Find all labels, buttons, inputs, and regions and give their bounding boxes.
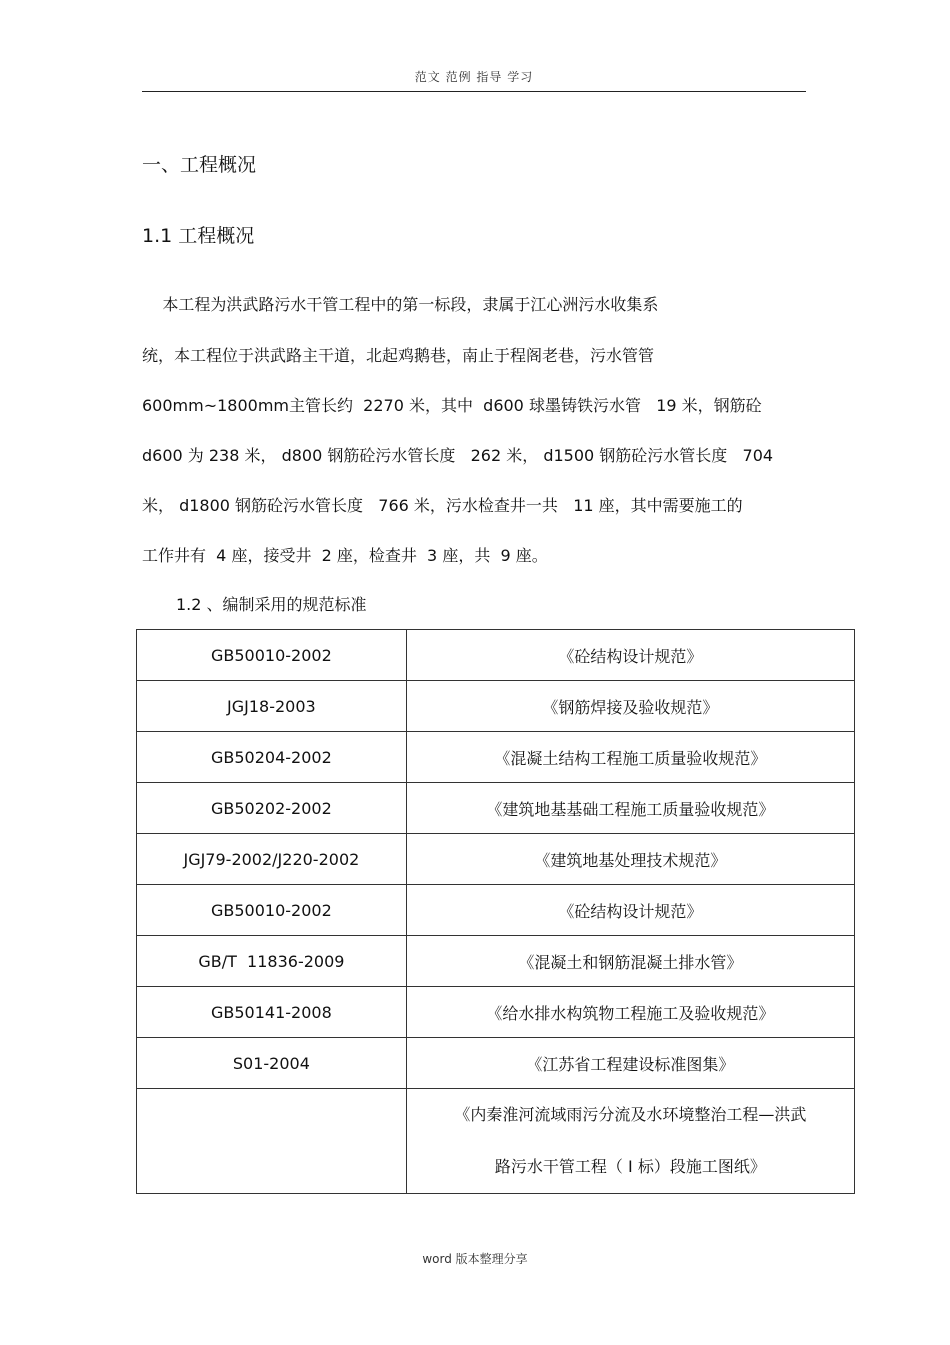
- standard-name-cell: 《砼结构设计规范》: [406, 630, 854, 681]
- standard-code-cell: GB50010-2002: [137, 630, 407, 681]
- paragraph-line: 600mm~1800mm主管长约 2270 米，其中 d600 球墨铸铁污水管 19 米，钢筋砼: [142, 396, 762, 415]
- standard-name-cell: 《钢筋焊接及验收规范》: [406, 681, 854, 732]
- standard-code-cell: S01-2004: [137, 1038, 407, 1089]
- standards-title: 1.2 、编制采用的规范标准: [176, 595, 367, 614]
- table-row: [137, 681, 855, 732]
- table-row: [137, 783, 855, 834]
- paragraph-line: d600 为 238 米， d800 钢筋砼污水管长度 262 米， d1500 钢筋砼污水管长度 704: [142, 446, 774, 465]
- paragraph-line: 工作井有 4 座，接受井 2 座，检查井 3 座，共 9 座。: [142, 546, 548, 565]
- standard-code-cell: GB50204-2002: [137, 732, 407, 783]
- standard-name-cell: 《砼结构设计规范》: [406, 885, 854, 936]
- section-heading: 一、工程概况: [142, 154, 257, 176]
- standard-name-cell: 《给水排水构筑物工程施工及验收规范》: [406, 987, 854, 1038]
- standard-name-cell: 《建筑地基处理技术规范》: [406, 834, 854, 885]
- paragraph-line: 米， d1800 钢筋砼污水管长度 766 米，污水检查井一共 11 座，其中需要施工的: [142, 496, 743, 515]
- table-row: [137, 885, 855, 936]
- page-header: 范文 范例 指导 学习: [414, 70, 534, 84]
- standard-code-cell: GB50202-2002: [137, 783, 407, 834]
- table-row: [137, 1089, 855, 1194]
- subsection-heading: 1.1 工程概况: [142, 225, 255, 247]
- standard-name-cell: 《建筑地基基础工程施工质量验收规范》: [406, 783, 854, 834]
- header-divider: [142, 91, 806, 92]
- table-row: [137, 936, 855, 987]
- standard-name-line: 路污水干管工程（ Ⅰ 标）段施工图纸》: [494, 1157, 766, 1176]
- standard-name-cell: 《混凝土结构工程施工质量验收规范》: [406, 732, 854, 783]
- standard-code-cell: JGJ79-2002/J220-2002: [137, 834, 407, 885]
- standard-code-cell: GB/T 11836-2009: [137, 936, 407, 987]
- standard-code-cell: GB50010-2002: [137, 885, 407, 936]
- page-footer: word 版本整理分享: [422, 1252, 528, 1266]
- paragraph-line: 统，本工程位于洪武路主干道，北起鸡鹅巷，南止于程阁老巷，污水管管: [142, 346, 655, 365]
- standard-name-cell: 《江苏省工程建设标准图集》: [406, 1038, 854, 1089]
- standard-code-cell: JGJ18-2003: [137, 681, 407, 732]
- standard-name-cell: 《混凝土和钢筋混凝土排水管》: [406, 936, 854, 987]
- standard-code-cell: [137, 1089, 407, 1194]
- standard-name-line: 《内秦淮河流域雨污分流及水环境整治工程—洪武: [454, 1105, 807, 1124]
- table-row: [137, 732, 855, 783]
- standard-code-cell: GB50141-2008: [137, 987, 407, 1038]
- table-row: [137, 834, 855, 885]
- paragraph-line: 本工程为洪武路污水干管工程中的第一标段，隶属于江心洲污水收集系: [142, 295, 659, 314]
- standards-table: [136, 629, 855, 1194]
- table-row: [137, 1038, 855, 1089]
- table-row: [137, 630, 855, 681]
- standard-name-cell: [406, 1089, 854, 1194]
- table-row: [137, 987, 855, 1038]
